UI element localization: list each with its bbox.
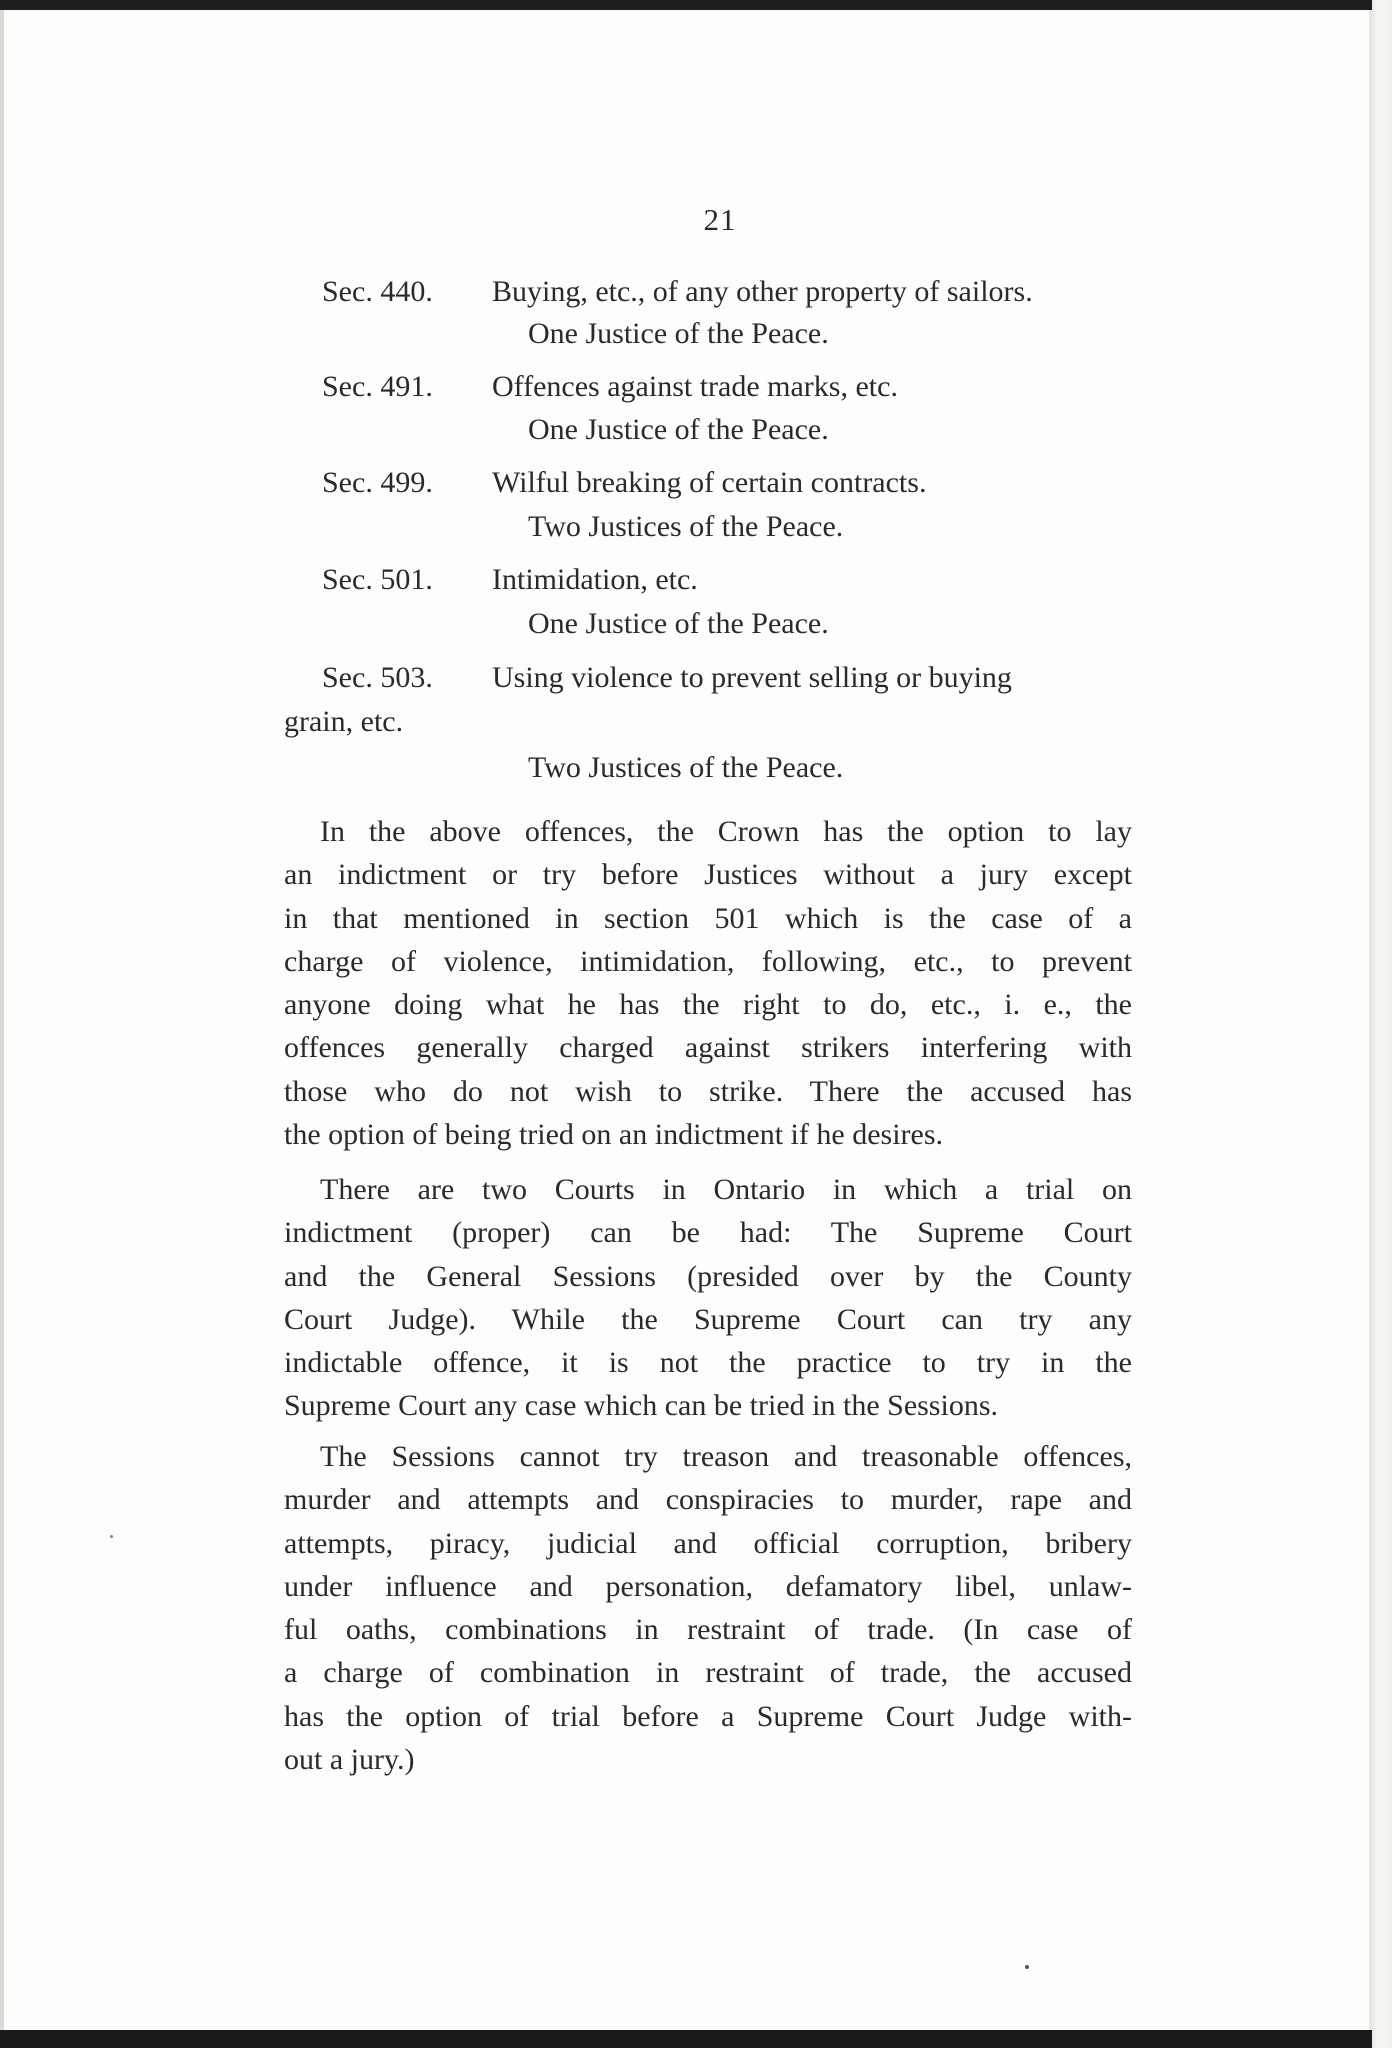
section-jurisdiction: One Justice of the Peace.	[528, 413, 829, 446]
text-line: There are two Courts in Ontario in which a trial on	[320, 1173, 1132, 1206]
text-line: Court Judge). While the Supreme Court can try any	[284, 1302, 1132, 1336]
text-line: murder and attempts and conspiracies to murder, rape and	[284, 1483, 1132, 1517]
text-line: indictment (proper) can be had: The Supreme Court	[284, 1216, 1132, 1250]
section-jurisdiction: One Justice of the Peace.	[528, 607, 829, 640]
text-line: the option of being tried on an indictment if he desires.	[284, 1118, 944, 1152]
section-description: Offences against trade marks, etc.	[492, 370, 898, 403]
text-line: anyone doing what he has the right to do, etc., i. e., the	[284, 988, 1132, 1022]
text-line: In the above offences, the Crown has the option to lay	[320, 815, 1132, 848]
section-description: Buying, etc., of any other property of sailors.	[492, 275, 1033, 308]
text-line: out a jury.)	[284, 1743, 415, 1777]
text-line: an indictment or try before Justices without a jury except	[284, 858, 1132, 892]
paragraph	[284, 1168, 1132, 1428]
page-edge	[1372, 0, 1392, 2048]
text-line: a charge of combination in restraint of trade, the accused	[284, 1656, 1132, 1690]
text-line: Supreme Court any case which can be tried in the Sessions.	[284, 1389, 998, 1423]
section-number: Sec. 501.	[322, 563, 433, 596]
section-number: Sec. 499.	[322, 466, 433, 499]
page-number: 21	[703, 202, 737, 237]
section-description: Using violence to prevent selling or buying	[492, 661, 1012, 694]
section-description: Intimidation, etc.	[492, 563, 698, 596]
section-description-continued: grain, etc.	[284, 705, 404, 738]
text-line: ful oaths, combinations in restraint of trade. (In case of	[284, 1613, 1132, 1647]
text-line: and the General Sessions (presided over by the County	[284, 1259, 1132, 1293]
text-line: has the option of trial before a Supreme Court Judge with-	[284, 1699, 1132, 1733]
text-line: attempts, piracy, judicial and official corruption, bribery	[284, 1526, 1132, 1560]
section-jurisdiction: Two Justices of the Peace.	[528, 510, 844, 543]
section-number: Sec. 503.	[322, 661, 433, 694]
text-line: offences generally charged against strikers interfering with	[284, 1031, 1132, 1065]
section-description: Wilful breaking of certain contracts.	[492, 466, 927, 499]
section-jurisdiction: Two Justices of the Peace.	[528, 751, 844, 784]
text-line: indictable offence, it is not the practice to try in the	[284, 1346, 1132, 1380]
text-line: under influence and personation, defamatory libel, unlaw-	[284, 1569, 1132, 1603]
text-line: charge of violence, intimidation, following, etc., to prevent	[284, 944, 1132, 978]
section-number: Sec. 440.	[322, 275, 433, 308]
section-number: Sec. 491.	[322, 370, 433, 403]
text-line: those who do not wish to strike. There the accused has	[284, 1074, 1132, 1108]
ink-speck	[110, 1535, 113, 1538]
paragraph	[284, 810, 1132, 1156]
text-line: in that mentioned in section 501 which is the case of a	[284, 901, 1132, 935]
section-jurisdiction: One Justice of the Peace.	[528, 317, 829, 350]
paragraph	[284, 1435, 1132, 1781]
ink-speck	[1025, 1965, 1029, 1969]
text-line: The Sessions cannot try treason and treasonable offences,	[320, 1440, 1132, 1473]
